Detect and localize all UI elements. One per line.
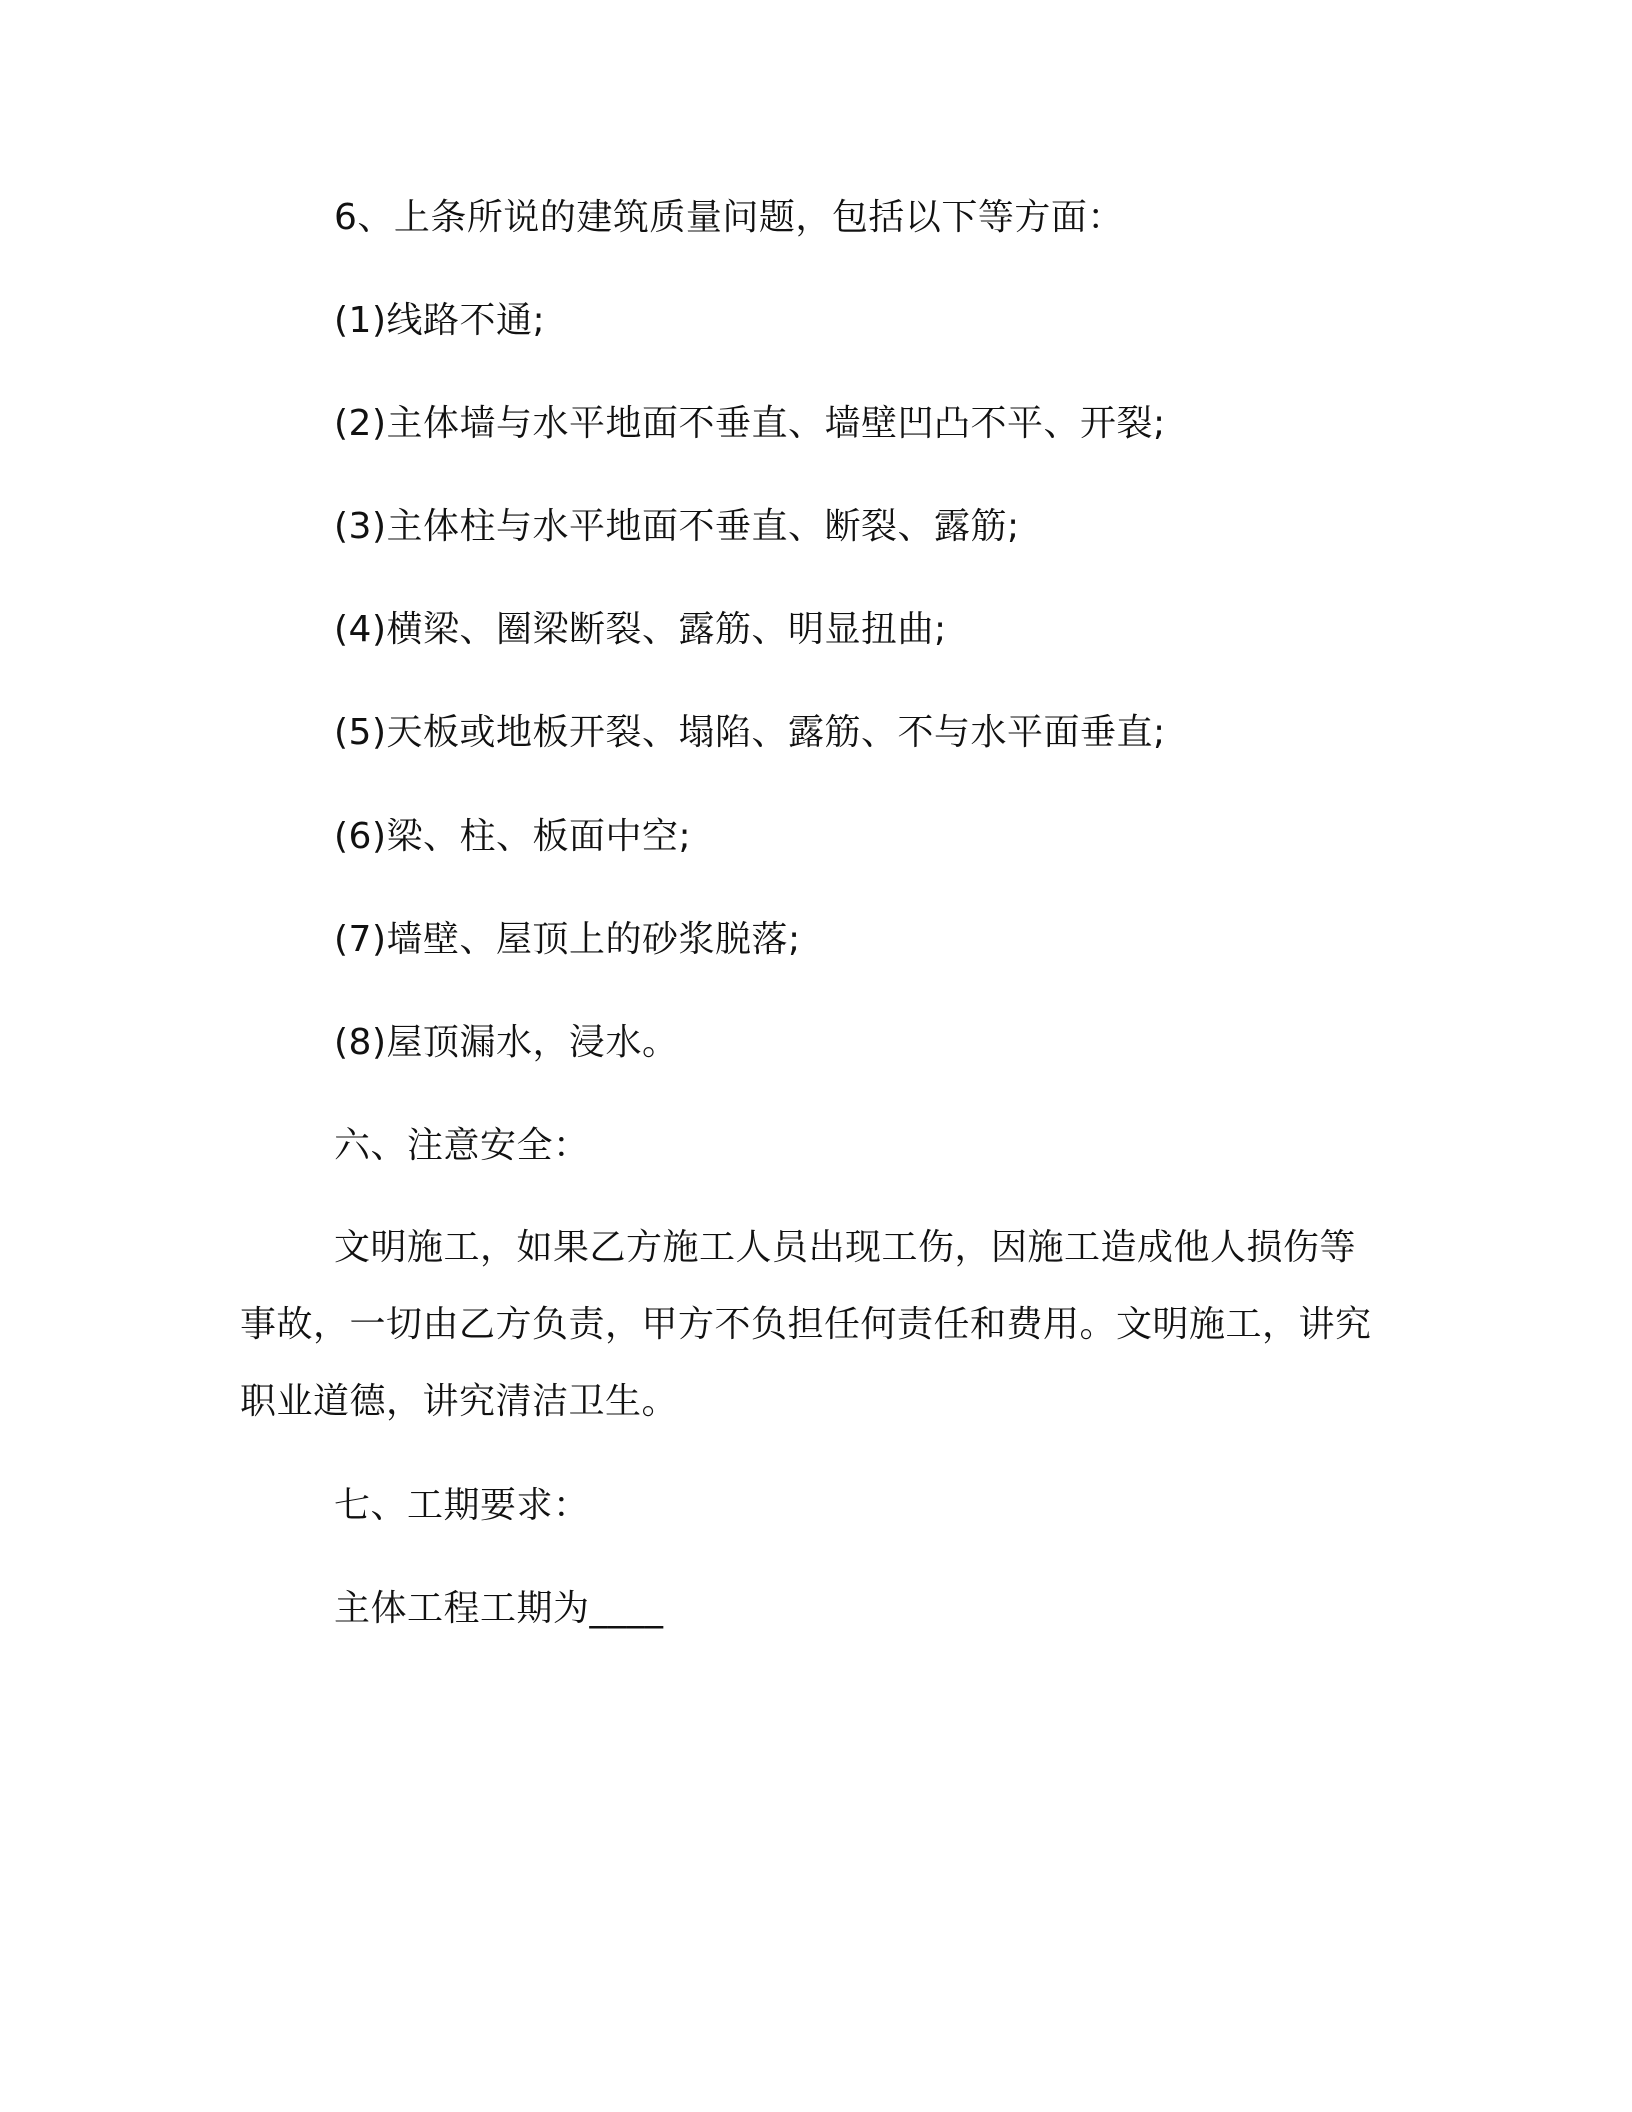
list-item-3: (3)主体柱与水平地面不垂直、断裂、露筋; [334,506,1020,547]
section-7-heading: 七、工期要求： [334,1485,590,1526]
section-6-heading: 六、注意安全： [334,1125,590,1166]
item-6-heading: 6、上条所说的建筑质量问题，包括以下等方面： [334,197,1124,238]
list-item-1: (1)线路不通; [334,300,546,341]
list-item-5: (5)天板或地板开裂、塌陷、露筋、不与水平面垂直; [334,712,1166,753]
list-item-2: (2)主体墙与水平地面不垂直、墙壁凹凸不平、开裂; [334,403,1166,444]
section-6-body: 文明施工，如果乙方施工人员出现工伤，因施工造成他人损伤等事故，一切由乙方负责，甲方不负担任何责任和费用。文明施工，讲究职业道德，讲究清洁卫生。 [240,1227,1372,1422]
list-item-6: (6)梁、柱、板面中空; [334,816,692,857]
section-7-body: 主体工程工期为____ [334,1588,664,1629]
list-item-8: (8)屋顶漏水，浸水。 [334,1022,679,1063]
list-item-7: (7)墙壁、屋顶上的砂浆脱落; [334,919,801,960]
list-item-4: (4)横梁、圈梁断裂、露筋、明显扭曲; [334,609,947,650]
